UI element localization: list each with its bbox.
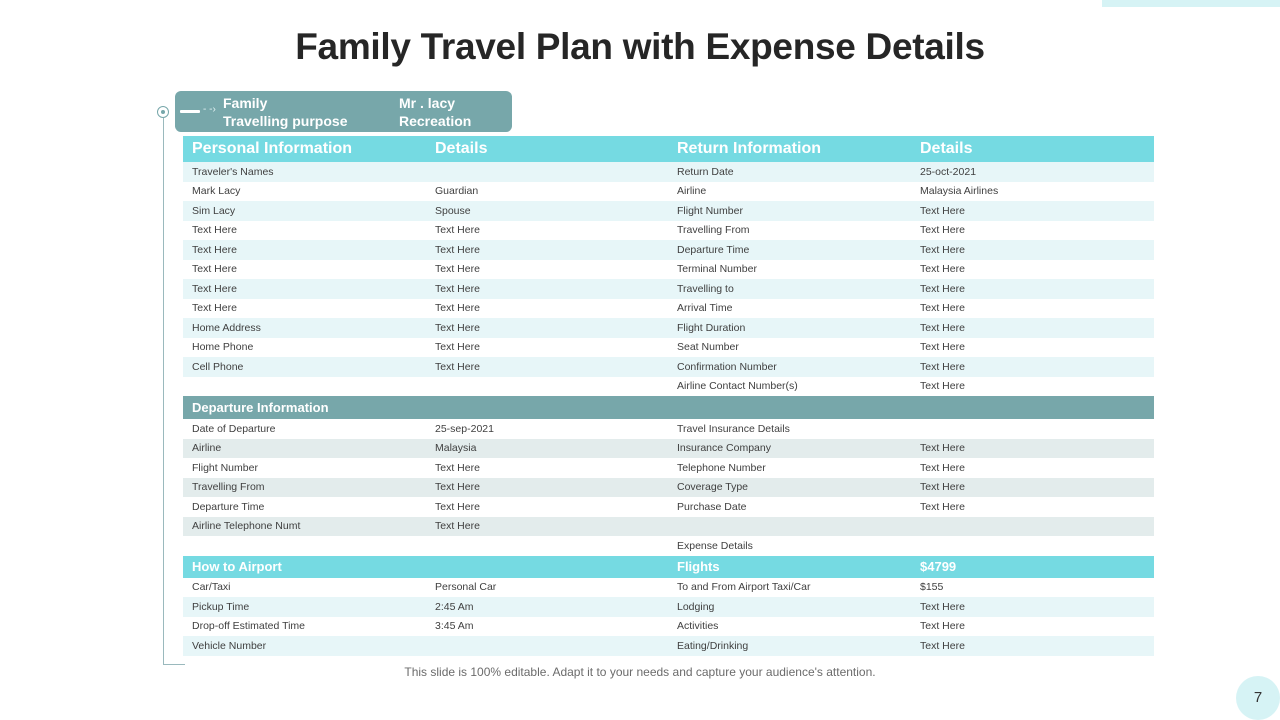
- personal-section: [183, 162, 1154, 396]
- table-cell: Text Here: [920, 321, 965, 334]
- table-cell: Telephone Number: [677, 461, 766, 474]
- departure-header: Departure Information: [192, 400, 329, 415]
- flights-amount: $4799: [920, 559, 957, 574]
- family-label: Family: [223, 95, 268, 111]
- table-row: [183, 338, 1154, 358]
- table-cell: Flight Number: [677, 204, 743, 217]
- table-row: [183, 617, 1154, 637]
- table-row: [183, 318, 1154, 338]
- table-row: [183, 636, 1154, 656]
- table-row: [183, 597, 1154, 617]
- table-cell: Confirmation Number: [677, 360, 777, 373]
- table-row: [183, 578, 1154, 598]
- table-cell: Flight Duration: [677, 321, 746, 334]
- table-cell: Text Here: [920, 481, 965, 494]
- timeline-dot-icon: [157, 106, 169, 118]
- table-cell: Drop-off Estimated Time: [192, 620, 306, 633]
- table-cell: Flight Number: [192, 461, 258, 474]
- table-row: [183, 439, 1154, 459]
- airport-section: [183, 578, 1154, 656]
- table-cell: Text Here: [435, 520, 480, 533]
- table-cell: Text Here: [435, 500, 480, 513]
- table-cell: Text Here: [920, 263, 965, 276]
- table-cell: Travel Insurance Details: [677, 422, 790, 435]
- table-cell: Travelling From: [192, 481, 265, 494]
- table-cell: Text Here: [920, 442, 965, 455]
- table-cell: Arrival Time: [677, 302, 733, 315]
- table-cell: Text Here: [435, 341, 480, 354]
- family-value: Mr . lacy: [399, 95, 456, 111]
- table-cell: Text Here: [435, 282, 480, 295]
- table-cell: Travelling From: [677, 224, 750, 237]
- table-cell: Text Here: [920, 380, 965, 393]
- table-cell: Vehicle Number: [192, 639, 267, 652]
- dash-icon: [180, 110, 200, 113]
- slide-title: Family Travel Plan with Expense Details: [295, 26, 985, 67]
- table-cell: Departure Time: [192, 500, 265, 513]
- table-row: [183, 201, 1154, 221]
- table-cell: Pickup Time: [192, 600, 250, 613]
- table-cell: Mark Lacy: [192, 185, 241, 198]
- table-cell: Text Here: [920, 282, 965, 295]
- table-cell: Sim Lacy: [192, 204, 236, 217]
- table-cell: $155: [920, 581, 944, 594]
- table-cell: Text Here: [920, 360, 965, 373]
- table-cell: Travelling to: [677, 282, 734, 295]
- table-row: [183, 517, 1154, 537]
- table-cell: Text Here: [435, 224, 480, 237]
- table-cell: Eating/Drinking: [677, 639, 749, 652]
- table-cell: Text Here: [435, 461, 480, 474]
- table-header-row: [183, 136, 1154, 162]
- table-cell: Spouse: [435, 204, 471, 217]
- family-info-box: [175, 91, 512, 132]
- table-row: [183, 162, 1154, 182]
- table-cell: 3:45 Am: [435, 620, 474, 633]
- table-cell: Text Here: [920, 620, 965, 633]
- table-cell: Text Here: [192, 224, 237, 237]
- table-cell: Personal Car: [435, 581, 497, 594]
- table-cell: Text Here: [920, 243, 965, 256]
- table-cell: Text Here: [192, 263, 237, 276]
- table-cell: Text Here: [435, 360, 480, 373]
- table-cell: Home Address: [192, 321, 261, 334]
- table-cell: Malaysia: [435, 442, 477, 455]
- header-personal-info: Personal Information: [192, 140, 353, 157]
- flights-label: Flights: [677, 559, 720, 574]
- table-row: [183, 299, 1154, 319]
- table-cell: Guardian: [435, 185, 479, 198]
- table-cell: Coverage Type: [677, 481, 749, 494]
- table-cell: Text Here: [192, 282, 237, 295]
- table-cell: Lodging: [677, 600, 715, 613]
- table-cell: Departure Time: [677, 243, 750, 256]
- table-cell: Cell Phone: [192, 360, 244, 373]
- table-cell: 25-oct-2021: [920, 165, 977, 178]
- table-cell: Car/Taxi: [192, 581, 231, 594]
- table-cell: Text Here: [920, 600, 965, 613]
- airport-header: How to Airport: [192, 559, 282, 574]
- table-cell: 25-sep-2021: [435, 422, 494, 435]
- table-row: [183, 419, 1154, 439]
- departure-header-row: [183, 396, 1154, 419]
- table-cell: Text Here: [435, 321, 480, 334]
- table-cell: Text Here: [435, 263, 480, 276]
- header-details: Details: [435, 140, 488, 157]
- table-cell: Text Here: [920, 224, 965, 237]
- table-cell: Airline Telephone Numt: [192, 520, 301, 533]
- table-cell: Airline: [677, 185, 707, 198]
- departure-section: [183, 419, 1154, 556]
- table-row: [183, 478, 1154, 498]
- table-cell: Text Here: [435, 302, 480, 315]
- header-return-info: Return Information: [677, 140, 821, 157]
- slide-footer-note: This slide is 100% editable. Adapt it to your needs and capture your audience's attention.: [404, 665, 876, 679]
- table-row: [183, 182, 1154, 202]
- table-cell: Text Here: [920, 204, 965, 217]
- table-cell: Text Here: [435, 243, 480, 256]
- table-row: [183, 279, 1154, 299]
- table-cell: Text Here: [920, 461, 965, 474]
- table-cell: Text Here: [920, 341, 965, 354]
- table-cell: Text Here: [920, 302, 965, 315]
- purpose-label: Travelling purpose: [223, 113, 348, 129]
- table-cell: To and From Airport Taxi/Car: [677, 581, 811, 594]
- airport-header-row: [183, 556, 1154, 578]
- table-cell: Text Here: [920, 500, 965, 513]
- table-cell: Terminal Number: [677, 263, 757, 276]
- page-number: 7: [1236, 676, 1280, 720]
- table-cell: Date of Departure: [192, 422, 276, 435]
- table-cell: Return Date: [677, 165, 734, 178]
- table-cell: Home Phone: [192, 341, 254, 354]
- table-cell: Text Here: [435, 481, 480, 494]
- table-cell: Insurance Company: [677, 442, 771, 455]
- table-cell: Expense Details: [677, 539, 753, 552]
- table-cell: Seat Number: [677, 341, 739, 354]
- table-cell: Traveler's Names: [192, 165, 274, 178]
- top-accent-bar: [1102, 0, 1280, 7]
- table-row: [183, 260, 1154, 280]
- table-row: [183, 377, 1154, 397]
- table-row: [183, 497, 1154, 517]
- table-row: [183, 357, 1154, 377]
- table-cell: Airline Contact Number(s): [677, 380, 798, 393]
- header-return-details: Details: [920, 140, 973, 157]
- table-row: [183, 240, 1154, 260]
- table-cell: Activities: [677, 620, 719, 633]
- table-cell: 2:45 Am: [435, 600, 474, 613]
- arrow-right-icon: - -›: [203, 104, 216, 115]
- table-cell: Purchase Date: [677, 500, 747, 513]
- table-cell: Text Here: [192, 302, 237, 315]
- table-cell: Airline: [192, 442, 222, 455]
- table-row: [183, 221, 1154, 241]
- table-cell: Text Here: [920, 639, 965, 652]
- purpose-value: Recreation: [399, 113, 472, 129]
- timeline-connector: [163, 118, 164, 664]
- table-row: [183, 536, 1154, 556]
- travel-table: [183, 136, 1154, 656]
- table-cell: Malaysia Airlines: [920, 185, 999, 198]
- table-cell: Text Here: [192, 243, 237, 256]
- table-row: [183, 458, 1154, 478]
